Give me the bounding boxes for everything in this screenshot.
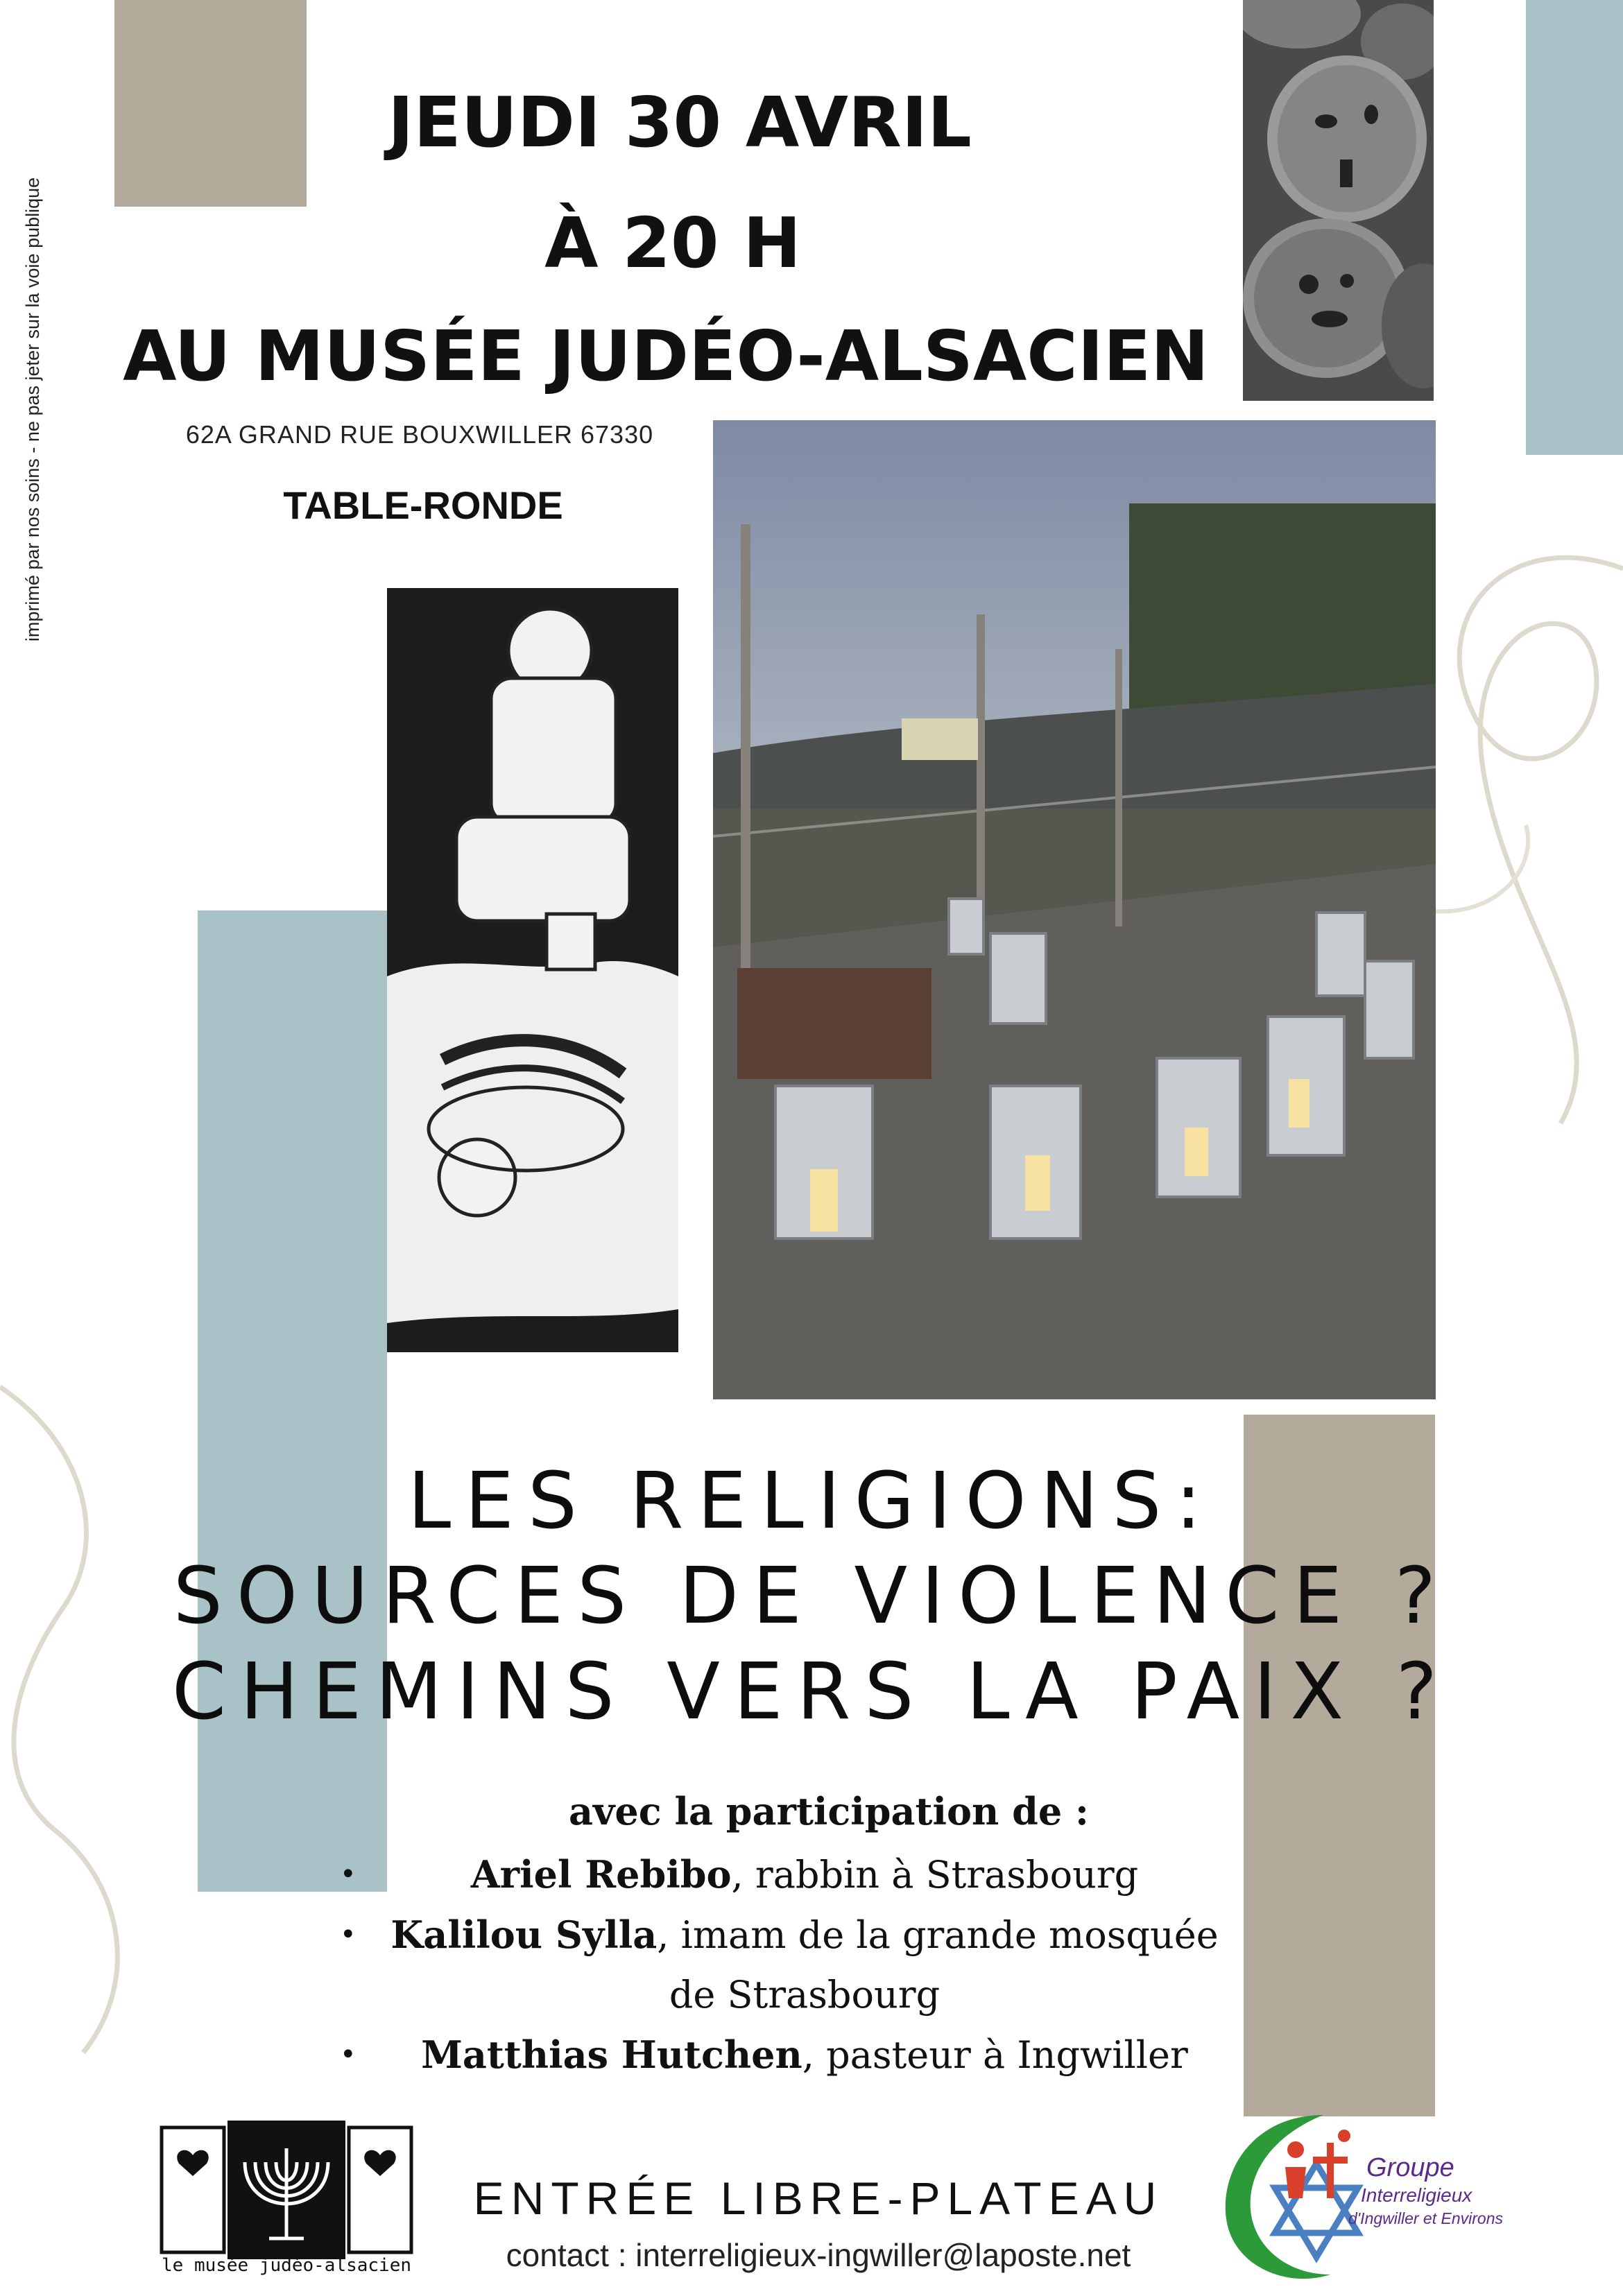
contact-email[interactable]: contact : interreligieux-ingwiller@laposte.net [506, 2237, 1131, 2273]
decor-rect-top-right [1526, 0, 1623, 455]
participant-role: , rabbin à Strasbourg [731, 1853, 1139, 1897]
event-date: JEUDI 30 AVRIL [388, 82, 972, 163]
lanterns-photo [713, 420, 1436, 1399]
bullet-icon: • [340, 2039, 357, 2071]
participant-item [319, 2025, 1290, 2085]
museum-logo-caption: le musée judéo-alsacien [161, 2255, 412, 2276]
print-notice: imprimé par nos soins - ne pas jeter sur la voie publique [22, 177, 44, 641]
participant-item [319, 1905, 1290, 2025]
participant-role: , pasteur à Ingwiller [802, 2033, 1188, 2077]
participant-name: Kalilou Sylla [390, 1913, 658, 1957]
decor-rect-left-middle [198, 910, 387, 1892]
title-line-2: SOURCES DE VIOLENCE ? [173, 1551, 1450, 1641]
participant-item [319, 1845, 1290, 1905]
event-format: TABLE-RONDE [283, 483, 563, 527]
event-time: À 20 H [544, 202, 801, 284]
title-line-1: LES RELIGIONS: [407, 1456, 1216, 1546]
soldier-drawing-photo [387, 588, 678, 1352]
bullet-icon: • [340, 1858, 357, 1890]
title-line-3: CHEMINS VERS LA PAIX ? [171, 1647, 1452, 1737]
stones-photo [1243, 0, 1434, 401]
decor-rect-top-left [114, 0, 307, 207]
entry-info: ENTRÉE LIBRE-PLATEAU [473, 2173, 1164, 2224]
participants-list [319, 1845, 1290, 2085]
participant-name: Ariel Rebibo [470, 1852, 732, 1897]
group-logo-title: Groupe [1366, 2153, 1454, 2182]
event-venue: AU MUSÉE JUDÉO-ALSACIEN [123, 316, 1209, 397]
bullet-icon: • [340, 1919, 357, 1951]
participant-role: , imam de la grande mosquée de Strasbourg [657, 1913, 1219, 2017]
participant-name: Matthias Hutchen [421, 2032, 802, 2077]
group-logo-location: d'Ingwiller et Environs [1348, 2209, 1503, 2227]
participation-intro: avec la participation de : [569, 1789, 1089, 1833]
venue-address: 62A GRAND RUE BOUXWILLER 67330 [185, 420, 654, 449]
group-logo-subtitle: Interreligieux [1361, 2184, 1472, 2206]
